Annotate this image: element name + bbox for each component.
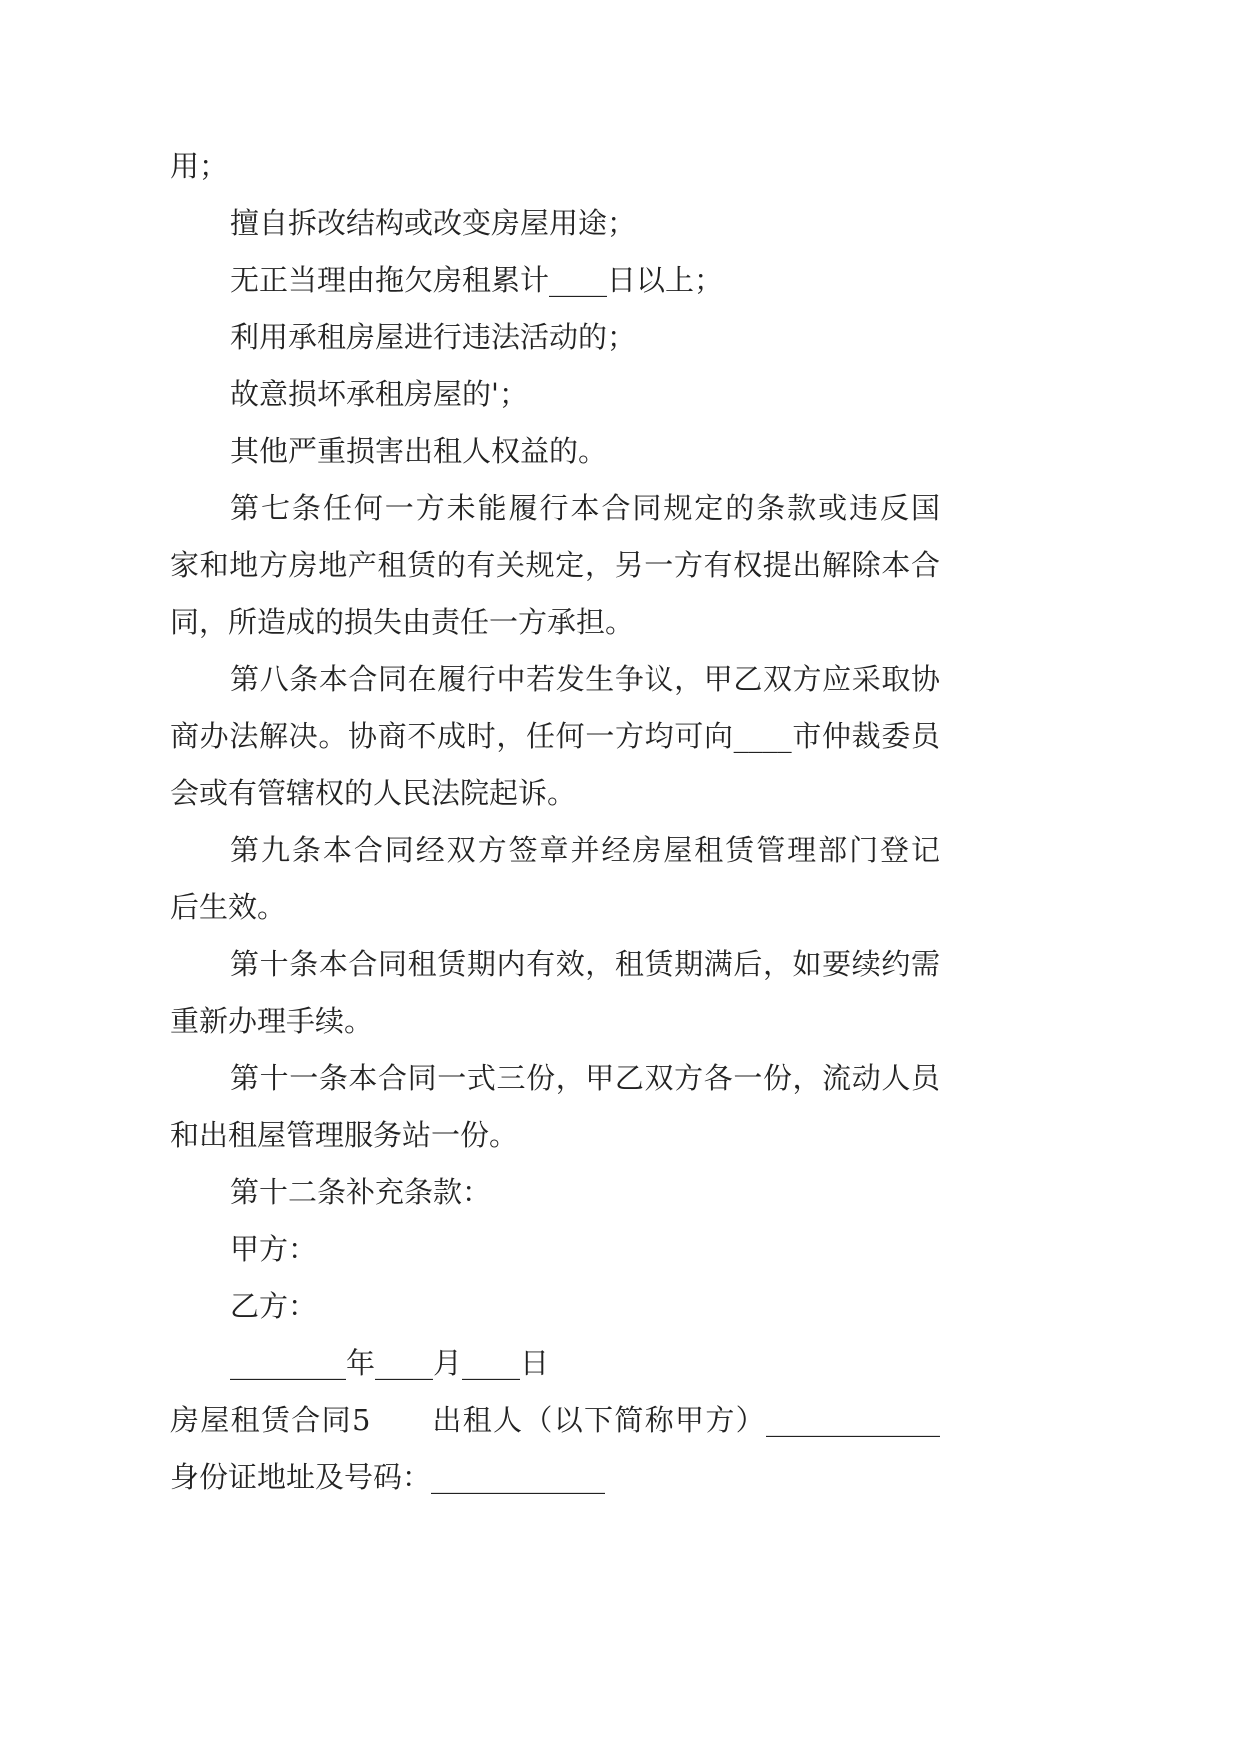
text-line: 第九条本合同经双方签章并经房屋租赁管理部门登记 [230, 833, 940, 867]
text-line: 第十二条补充条款： [230, 1175, 492, 1209]
text-line: 甲方： [230, 1232, 318, 1266]
text-line: 房屋租赁合同5 出租人（以下简称甲方）____________ [170, 1403, 940, 1437]
text-line: 和出租屋管理服务站一份。 [170, 1118, 519, 1152]
text-line: 会或有管辖权的人民法院起诉。 [170, 776, 577, 810]
text-line: 第十条本合同租赁期内有效，租赁期满后，如要续约需 [230, 947, 940, 981]
text-line: 用； [170, 149, 229, 183]
text-line: 商办法解决。协商不成时，任何一方均可向____市仲裁委员 [170, 719, 940, 753]
text-line: 第七条任何一方未能履行本合同规定的条款或违反国 [230, 491, 940, 525]
text-line: 家和地方房地产租赁的有关规定，另一方有权提出解除本合 [170, 548, 940, 582]
text-line: 后生效。 [170, 890, 287, 924]
text-line: 无正当理由拖欠房租累计____日以上； [230, 263, 724, 297]
text-line: 身份证地址及号码：____________ [170, 1460, 606, 1494]
text-line: 第十一条本合同一式三份，甲乙双方各一份，流动人员 [230, 1061, 940, 1095]
text-line: 重新办理手续。 [170, 1004, 374, 1038]
text-line: 擅自拆改结构或改变房屋用途； [230, 206, 637, 240]
text-line: 其他严重损害出租人权益的。 [230, 434, 608, 468]
text-line: 同，所造成的损失由责任一方承担。 [170, 605, 635, 639]
text-line: 第八条本合同在履行中若发生争议，甲乙双方应采取协 [230, 662, 940, 696]
text-line: 利用承租房屋进行违法活动的； [230, 320, 637, 354]
text-line: 故意损坏承租房屋的'； [230, 377, 528, 411]
text-line: 乙方： [230, 1289, 318, 1323]
text-line: ________年____月____日 [230, 1346, 550, 1380]
